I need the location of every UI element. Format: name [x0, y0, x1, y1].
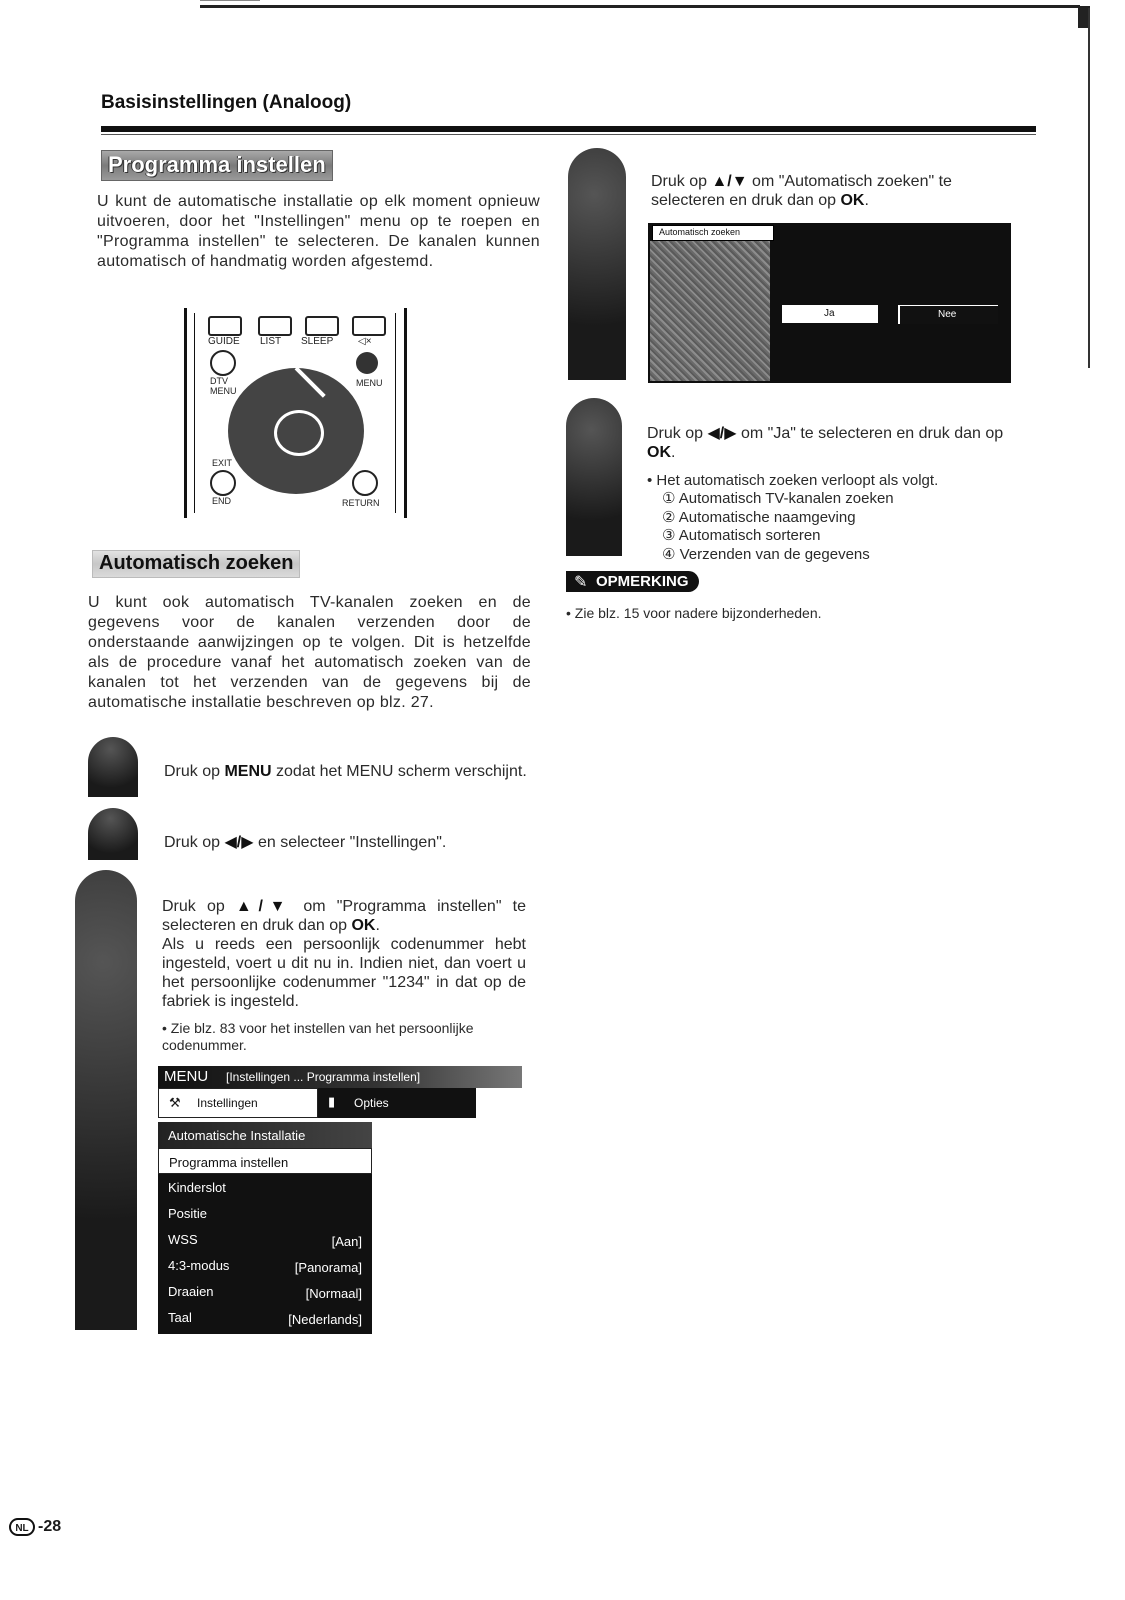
auto-intro: U kunt ook automatisch TV-kanalen zoeken en de gegevens voor de kanalen verzenden door de onderstaande aanwijzingen op te volgen. Dit is hetzelfde als de procedure vanaf het automatisch zoeken van de kanalen tot het verzenden van de gegevens bij de automatische installatie beschreven op blz. 27.: [88, 594, 531, 711]
yes-label: Ja: [824, 308, 835, 319]
menu-item-label: 4:3-modus: [168, 1258, 230, 1273]
menu-item-value: [Nederlands]: [288, 1312, 362, 1327]
exit-button: [210, 470, 236, 496]
remote-right-edge: [404, 308, 407, 518]
no-button[interactable]: [898, 305, 998, 324]
step-5-list: [662, 490, 1012, 564]
tab-opties[interactable]: [318, 1088, 476, 1118]
auto-heading: Automatisch zoeken: [92, 550, 300, 578]
step-3-bullet: • Zie blz. 83 voor het instellen van het persoonlijke codenummer.: [162, 1020, 474, 1053]
return-label: RETURN: [342, 498, 380, 508]
menu-screen: [158, 1066, 522, 1336]
menu-item-label: Automatische Installatie: [168, 1128, 306, 1143]
return-button: [352, 470, 378, 496]
dtv-menu-button: [210, 350, 236, 376]
step-2-text: Druk op ◀/▶ en selecteer "Instellingen".: [164, 834, 447, 851]
menu-item-value: [Aan]: [331, 1234, 362, 1249]
menu-list: [158, 1122, 372, 1334]
list-label: LIST: [260, 336, 282, 347]
menu-bar-menu: MENU: [164, 1068, 209, 1085]
menu-item-kinderslot[interactable]: [158, 1174, 372, 1200]
yes-button[interactable]: [782, 305, 878, 323]
menu-title-bar: [158, 1066, 522, 1088]
step-5-marker: [566, 398, 622, 556]
step-1-text: Druk op MENU zodat het MENU scherm verschijnt.: [164, 763, 527, 780]
menu-item-taal[interactable]: [158, 1304, 372, 1330]
mute-icon: ◁×: [358, 336, 372, 347]
tools-icon: ⚒: [169, 1095, 181, 1110]
programma-heading: Programma instellen: [101, 150, 333, 181]
note-badge: [566, 571, 699, 592]
top-thin-rule: [200, 0, 260, 1]
auto-search-screen: [648, 223, 1011, 383]
section-title: Basisinstellingen (Analoog): [101, 92, 352, 113]
tab-instellingen[interactable]: [158, 1088, 318, 1118]
step-4-text: Druk op ▲/▼ om "Automatisch zoeken" te selecteren en druk dan op OK.: [651, 173, 952, 209]
menu-item-label: Draaien: [168, 1284, 214, 1299]
no-label: Nee: [938, 309, 957, 320]
menu-item-automatische-installatie[interactable]: [158, 1122, 372, 1148]
menu-item-label: WSS: [168, 1232, 198, 1247]
menu-item-label: Programma instellen: [169, 1155, 289, 1170]
menu-item-value: [Panorama]: [294, 1260, 362, 1275]
step-5-list-item: ② Automatische naamgeving: [662, 508, 856, 526]
auto-screen-title-bar: [652, 225, 774, 241]
guide-button: [208, 316, 242, 336]
cursor-ring: [228, 368, 364, 494]
options-icon: ▮: [328, 1094, 336, 1109]
section-rule-thin: [101, 134, 1036, 135]
remote-left-edge-inner: [194, 313, 195, 513]
menu-label: MENU: [356, 378, 383, 388]
step-5-text: Druk op ◀/▶ om "Ja" te selecteren en druk dan op OK.: [647, 425, 1004, 461]
step-5-bullet: • Het automatisch zoeken verloopt als volgt.: [647, 472, 939, 489]
right-edge-rule: [1088, 8, 1090, 368]
remote-left-edge: [184, 308, 187, 518]
auto-screen-title: Automatisch zoeken: [659, 227, 741, 237]
step-3-marker: [75, 870, 137, 1330]
menu-button: [356, 352, 378, 374]
ok-button: [274, 410, 324, 456]
mute-button: [352, 316, 386, 336]
note-text: • Zie blz. 15 voor nadere bijzonderheden.: [566, 605, 822, 621]
remote-right-edge-inner: [395, 313, 396, 513]
dtv-menu-label: DTV MENU: [210, 376, 237, 396]
section-rule: [101, 126, 1036, 132]
step-5-list-item: ① Automatisch TV-kanalen zoeken: [662, 490, 894, 507]
sleep-label: SLEEP: [301, 336, 334, 347]
guide-label: GUIDE: [208, 336, 240, 347]
exit-label: EXIT: [212, 458, 233, 468]
menu-item-4-3-modus[interactable]: [158, 1252, 372, 1278]
menu-item-draaien[interactable]: [158, 1278, 372, 1304]
menu-item-positie[interactable]: [158, 1200, 372, 1226]
menu-item-label: Kinderslot: [168, 1180, 226, 1195]
top-rule: [200, 5, 1080, 8]
language-badge: NL: [9, 1518, 35, 1536]
step-3-para2: Als u reeds een persoonlijk codenummer hebt ingesteld, voert u dit nu in. Indien niet, dan voert u het persoonlijke codenummer "1234" in dat op de fabriek is ingesteld.: [162, 936, 526, 1010]
menu-bar-path: [Instellingen ... Programma instellen]: [226, 1070, 421, 1084]
step-5-list-item: ④ Verzenden van de gegevens: [662, 545, 870, 563]
note-label: OPMERKING: [596, 573, 689, 590]
tab-instellingen-label: Instellingen: [197, 1096, 258, 1110]
menu-item-label: Positie: [168, 1206, 208, 1221]
menu-item-wss[interactable]: [158, 1226, 372, 1252]
menu-item-label: Taal: [168, 1310, 192, 1325]
auto-screen-panel: [650, 241, 770, 381]
ring-divider: [295, 367, 326, 398]
remote-illustration: [180, 308, 415, 523]
step-4-marker: [568, 148, 626, 380]
list-button: [258, 316, 292, 336]
step-2-marker: [88, 808, 138, 860]
page-number: -28: [38, 1518, 62, 1535]
pencil-icon: ✎: [574, 574, 588, 591]
menu-item-value: [Normaal]: [305, 1286, 362, 1301]
step-5-list-item: ③ Automatisch sorteren: [662, 527, 821, 544]
menu-item-programma-instellen[interactable]: [158, 1148, 372, 1174]
tab-opties-label: Opties: [354, 1096, 389, 1110]
sleep-button: [305, 316, 339, 336]
end-label: END: [212, 496, 232, 506]
programma-intro: U kunt de automatische installatie op elk moment opnieuw uitvoeren, door het "Instellingen" menu op te roepen en "Programma instellen" te selecteren. De kanalen kunnen automatisch of handmatig worden afgestemd.: [97, 193, 540, 270]
step-3-text: Druk op ▲/▼ om "Programma instellen" te selecteren en druk dan op OK. Als u reeds een persoonlijk codenummer hebt ingesteld, voert u dit nu in. Indien niet, dan voert u het persoonlijke codenummer "1234" in dat op de fabriek is ingesteld.: [162, 898, 527, 1010]
step-1-marker: [88, 737, 138, 797]
